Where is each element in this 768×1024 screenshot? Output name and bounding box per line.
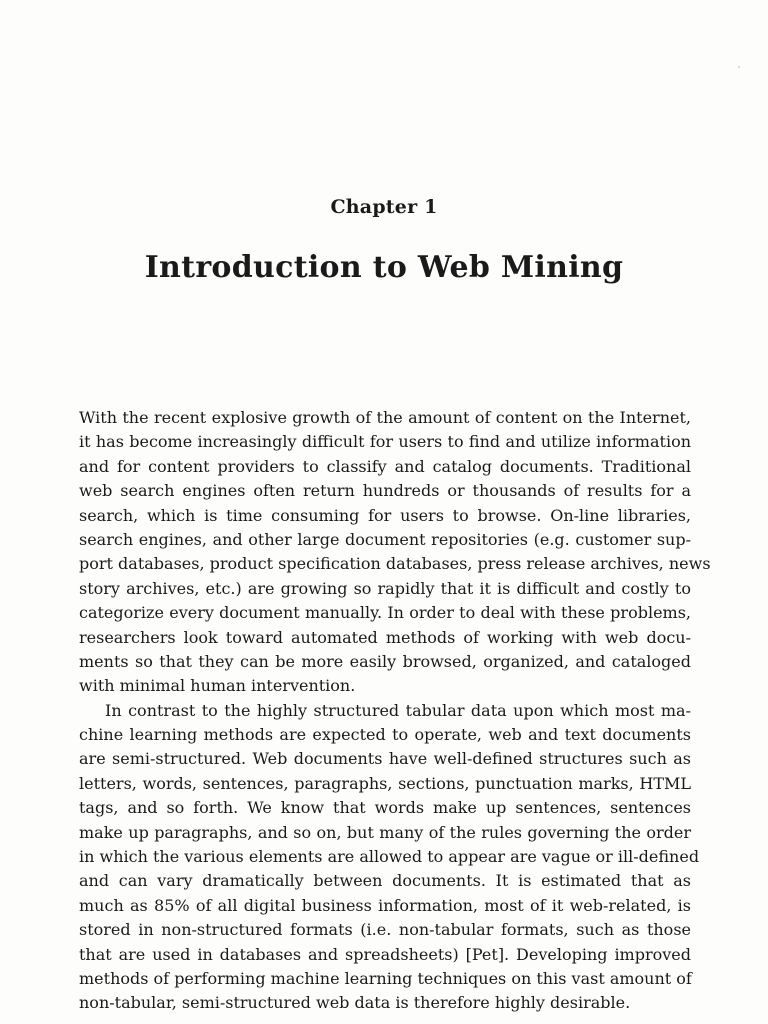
text-line: port databases, product specification databases, press release archives, news (79, 554, 711, 574)
text-line: with minimal human intervention. (79, 676, 356, 696)
paragraph-2 (79, 699, 700, 1016)
text-line: stored in non-structured formats (i.e. non-tabular formats, such as those (79, 920, 691, 940)
text-line: non-tabular, semi-structured web data is therefore highly desirable. (79, 993, 631, 1013)
chapter-label: Chapter 1 (330, 196, 438, 218)
text-line: much as 85% of all digital business information, most of it web-related, is (79, 895, 691, 915)
text-line: in which the various elements are allowed to appear are vague or ill-defined (79, 847, 700, 867)
text-line: categorize every document manually. In order to deal with these problems, (79, 603, 691, 623)
text-line: researchers look toward automated methods of working with web docu- (79, 627, 691, 647)
chapter-title: Introduction to Web Mining (144, 250, 624, 285)
text-line: search engines, and other large document repositories (e.g. customer sup- (79, 529, 691, 549)
text-line: methods of performing machine learning techniques on this vast amount of (79, 968, 692, 988)
text-line: it has become increasingly difficult for users to find and utilize information (79, 432, 691, 452)
text-line: story archives, etc.) are growing so rapidly that it is difficult and costly to (79, 578, 691, 598)
text-line: search, which is time consuming for users to browse. On-line libraries, (79, 505, 691, 525)
text-line: letters, words, sentences, paragraphs, sections, punctuation marks, HTML (79, 773, 691, 793)
body-text (79, 406, 711, 1016)
text-line: web search engines often return hundreds or thousands of results for a (79, 481, 691, 501)
text-line: ments so that they can be more easily browsed, organized, and cataloged (79, 651, 691, 671)
text-line: that are used in databases and spreadsheets) [Pet]. Developing improved (79, 944, 691, 964)
text-line: and for content providers to classify and catalog documents. Traditional (79, 456, 691, 476)
text-line: and can vary dramatically between documents. It is estimated that as (79, 871, 691, 891)
text-line: chine learning methods are expected to operate, web and text documents (79, 725, 691, 745)
text-line: In contrast to the highly structured tabular data upon which most ma- (105, 700, 691, 720)
text-line: are semi-structured. Web documents have well-defined structures such as (79, 749, 691, 769)
text-line: With the recent explosive growth of the amount of content on the Internet, (79, 408, 691, 427)
paragraph-1 (79, 406, 711, 699)
text-line: make up paragraphs, and so on, but many of the rules governing the order (79, 822, 691, 842)
scan-speck (738, 66, 740, 68)
text-line: tags, and so forth. We know that words make up sentences, sentences (79, 798, 691, 818)
